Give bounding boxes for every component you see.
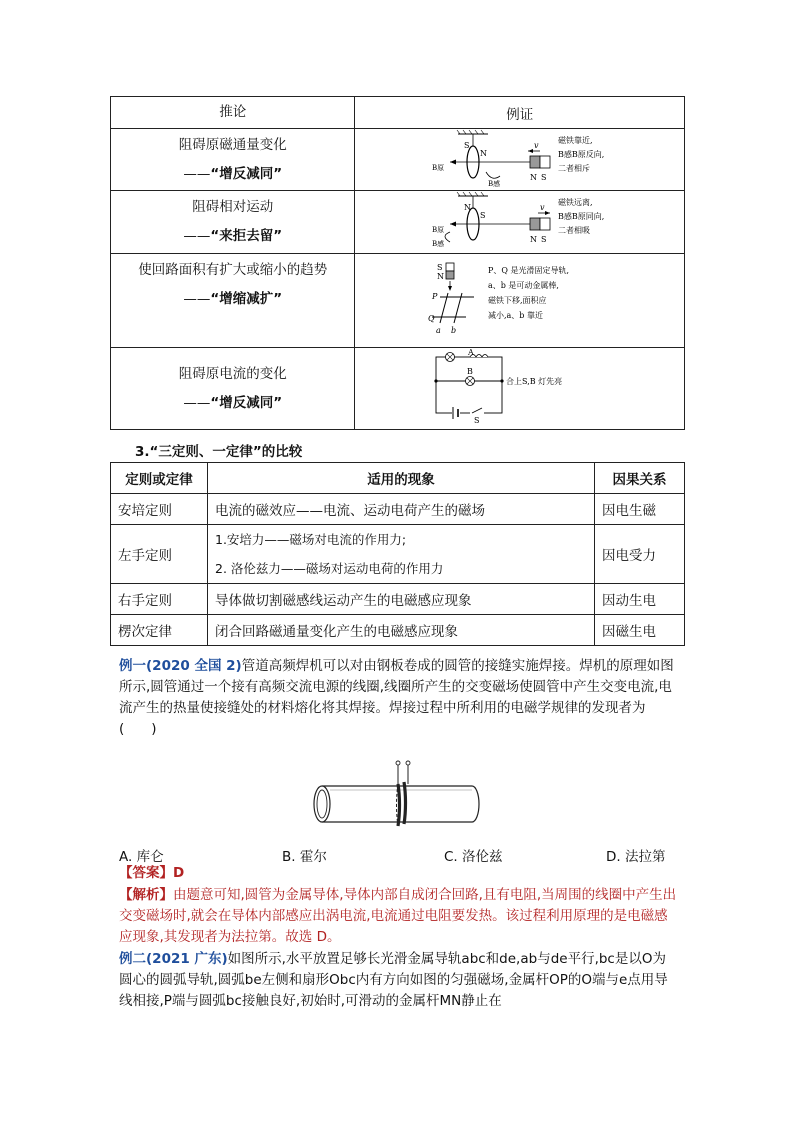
analysis-text: 由题意可知,圆管为金属导体,导体内部自成闭合回路,且有电阻,当周围的线圈中产生出交变磁场时,就会在导体内部感应出涡电流,电流通过电阻要发热。该过程利用原理的是电磁感应现象,其发现者为法拉第。故选 D。 xyxy=(119,887,677,945)
inference-cell xyxy=(111,254,355,348)
rule-name: 左手定则 xyxy=(111,525,208,584)
fig-label: N xyxy=(529,172,537,182)
example-source: (2020 全国 2) xyxy=(146,658,242,674)
fig-label: S xyxy=(540,172,547,182)
table-row xyxy=(111,494,685,525)
rails-magnet-figure xyxy=(427,261,610,337)
rule-relation: 因电受力 xyxy=(595,525,685,584)
fig-label: P xyxy=(431,291,438,301)
table2-header: 定则或定律 xyxy=(111,463,208,494)
phenomenon-line: 2. 洛伦兹力——磁场对运动电荷的作用力 xyxy=(215,561,444,576)
fig-label: N xyxy=(436,271,444,281)
rule-relation: 因磁生电 xyxy=(595,615,685,646)
fig-label: S xyxy=(479,211,486,220)
inference-cell xyxy=(111,129,355,191)
fig-text: 减小,a、b 靠近 xyxy=(487,310,543,320)
fig-label: N xyxy=(463,203,471,212)
example-text: 如图所示,水平放置足够长光滑金属导轨abc和de,ab与de平行,bc是以O为圆心的圆弧导轨,圆弧be左侧和扇形Obc内有方向如图的匀强磁场,金属杆OP的O端与e点用导线相接,P端与圆弧bc接触良好,初始时,可滑动的金属杆MN静止在 xyxy=(119,951,668,1009)
example-text: 管道高频焊机可以对由钢板卷成的圆管的接缝实施焊接。焊机的原理如图所示,圆管通过一个接有高频交流电源的线圈,线圈所产生的交变磁场使圆管中产生交变电流,电流产生的热量使接缝处的材料熔化将其焊接。焊接过程中所利用的电磁学规律的发现者为( ) xyxy=(119,658,674,737)
table1-header-example: 例证 xyxy=(355,97,685,129)
fig-text: 磁铁下移,面积应 xyxy=(487,295,547,305)
rule-relation: 因电生磁 xyxy=(595,494,685,525)
example-source: (2021 广东) xyxy=(146,951,228,967)
fig-text: 磁铁远离, xyxy=(557,198,593,207)
magnet-recede-figure xyxy=(430,192,610,248)
example-figure-cell xyxy=(355,129,685,191)
answer-label: 【答案】 xyxy=(119,865,173,881)
fig-text: 合上S,B 灯先亮 xyxy=(505,376,562,386)
fig-label: a xyxy=(435,325,441,335)
rule-phenomenon: 导体做切割磁感线运动产生的电磁感应现象 xyxy=(208,584,595,615)
fig-text: P、Q 是光滑固定导轨, xyxy=(487,265,569,275)
rule-phenomenon xyxy=(208,525,595,584)
rules-comparison-table xyxy=(110,462,685,646)
rule-name: 右手定则 xyxy=(111,584,208,615)
table2-header: 因果关系 xyxy=(595,463,685,494)
example-figure-cell xyxy=(355,191,685,254)
phenomenon-line: 1.安培力——磁场对电流的作用力; xyxy=(215,532,407,547)
inference-rule: ——“增缩减扩” xyxy=(183,291,283,307)
fig-label: B感 xyxy=(431,240,444,248)
analysis-paragraph xyxy=(119,885,679,948)
fig-label: S xyxy=(473,415,480,425)
circuit-figure xyxy=(430,347,610,425)
pipe-welding-figure xyxy=(300,758,490,838)
fig-text: 二者相斥 xyxy=(557,163,590,173)
magnet-approach-figure xyxy=(430,130,610,186)
fig-text: 二者相吸 xyxy=(557,226,590,235)
table-row xyxy=(111,525,685,584)
answer-line xyxy=(119,863,679,884)
example-figure-cell xyxy=(355,254,685,348)
inference-line: 阻碍原电流的变化 xyxy=(178,365,287,382)
fig-label: B原 xyxy=(431,163,444,172)
rule-phenomenon: 电流的磁效应——电流、运动电荷产生的磁场 xyxy=(208,494,595,525)
inference-line: 阻碍相对运动 xyxy=(192,199,274,215)
table-row xyxy=(111,584,685,615)
rule-relation: 因动生电 xyxy=(595,584,685,615)
fig-label: v xyxy=(533,140,539,150)
rule-phenomenon: 闭合回路磁通量变化产生的电磁感应现象 xyxy=(208,615,595,646)
fig-label: S xyxy=(463,140,470,150)
fig-label: b xyxy=(450,325,456,335)
fig-label: N xyxy=(529,235,537,244)
fig-label: B xyxy=(466,366,473,376)
fig-label: S xyxy=(436,262,443,272)
fig-label: B原 xyxy=(431,226,444,234)
fig-label: B感 xyxy=(487,179,500,188)
inference-table xyxy=(110,96,685,430)
example2-question xyxy=(119,949,679,1012)
table1-row xyxy=(111,348,685,430)
fig-text: a、b 是可动金属棒, xyxy=(487,280,559,290)
fig-label: N xyxy=(479,148,487,158)
section-title: 3.“三定则、一定律”的比较 xyxy=(135,444,303,460)
fig-label: v xyxy=(539,203,545,212)
example-label: 例二 xyxy=(119,951,146,967)
table1-row xyxy=(111,254,685,348)
fig-text: 磁铁靠近, xyxy=(557,135,593,145)
option-d[interactable]: D. 法拉第 xyxy=(606,849,666,865)
example1-question xyxy=(119,656,679,740)
analysis-label: 【解析】 xyxy=(119,887,173,903)
inference-line: 阻碍原磁通量变化 xyxy=(178,136,287,153)
rule-name: 楞次定律 xyxy=(111,615,208,646)
table1-row xyxy=(111,191,685,254)
inference-rule: ——“来拒去留” xyxy=(183,228,283,244)
option-c[interactable]: C. 洛伦兹 xyxy=(444,849,503,865)
example-label: 例一 xyxy=(119,658,146,674)
table-row xyxy=(111,615,685,646)
inference-rule: ——“增反减同” xyxy=(183,165,283,182)
table2-header: 适用的现象 xyxy=(208,463,595,494)
answer-value: D xyxy=(173,865,185,881)
inference-cell xyxy=(111,348,355,430)
fig-label: Q xyxy=(427,313,435,323)
inference-line: 使回路面积有扩大或缩小的趋势 xyxy=(138,262,328,278)
table1-header-inference: 推论 xyxy=(111,97,355,129)
option-a[interactable]: A. 库仑 xyxy=(119,849,164,865)
table1-row xyxy=(111,129,685,191)
inference-cell xyxy=(111,191,355,254)
option-b[interactable]: B. 霍尔 xyxy=(282,849,327,865)
fig-text: B感B原反向, xyxy=(557,149,605,159)
rule-name: 安培定则 xyxy=(111,494,208,525)
fig-label: A xyxy=(467,347,474,357)
example-figure-cell xyxy=(355,348,685,430)
inference-rule: ——“增反减同” xyxy=(183,394,283,411)
fig-text: B感B原同向, xyxy=(557,212,605,221)
fig-label: S xyxy=(540,235,547,244)
